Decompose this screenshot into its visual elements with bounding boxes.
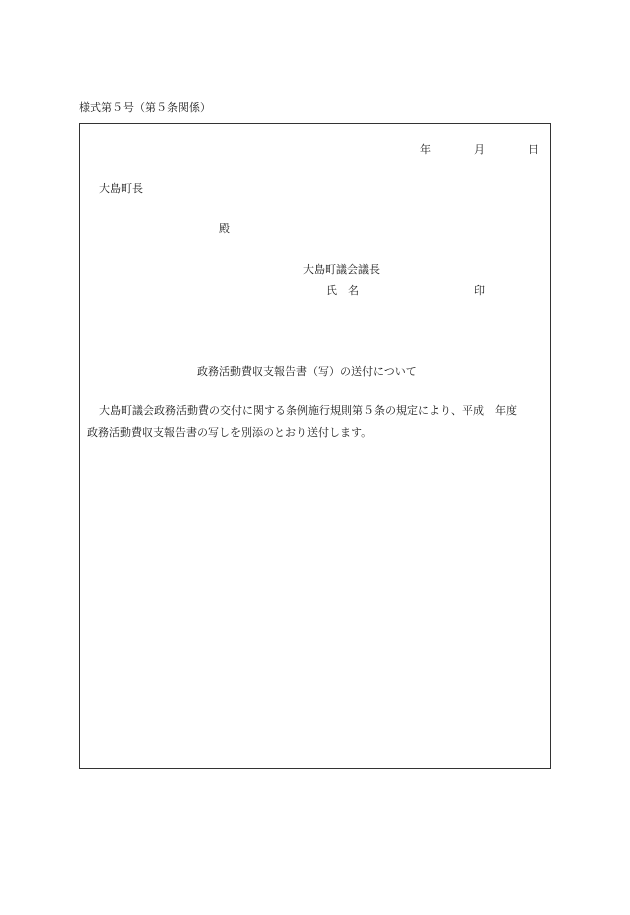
date-year-label: 年 [420, 143, 431, 156]
seal-mark: 印 [474, 284, 485, 297]
date-day-label: 日 [528, 143, 539, 156]
body-text-line-1: 大島町議会政務活動費の交付に関する条例施行規則第５条の規定により、平成 年度 [99, 404, 517, 417]
date-month-label: 月 [474, 143, 485, 156]
addressee-honorific: 殿 [219, 222, 230, 235]
body-text-line-2: 政務活動費収支報告書の写しを別添のとおり送付します。 [87, 426, 373, 439]
addressee-title: 大島町長 [99, 182, 143, 195]
sender-name-label: 氏 名 [326, 284, 359, 297]
document-subject: 政務活動費収支報告書（写）の送付について [197, 365, 417, 378]
sender-title: 大島町議会議長 [303, 263, 380, 276]
form-number-label: 様式第５号（第５条関係） [79, 101, 211, 114]
document-frame [79, 123, 551, 769]
